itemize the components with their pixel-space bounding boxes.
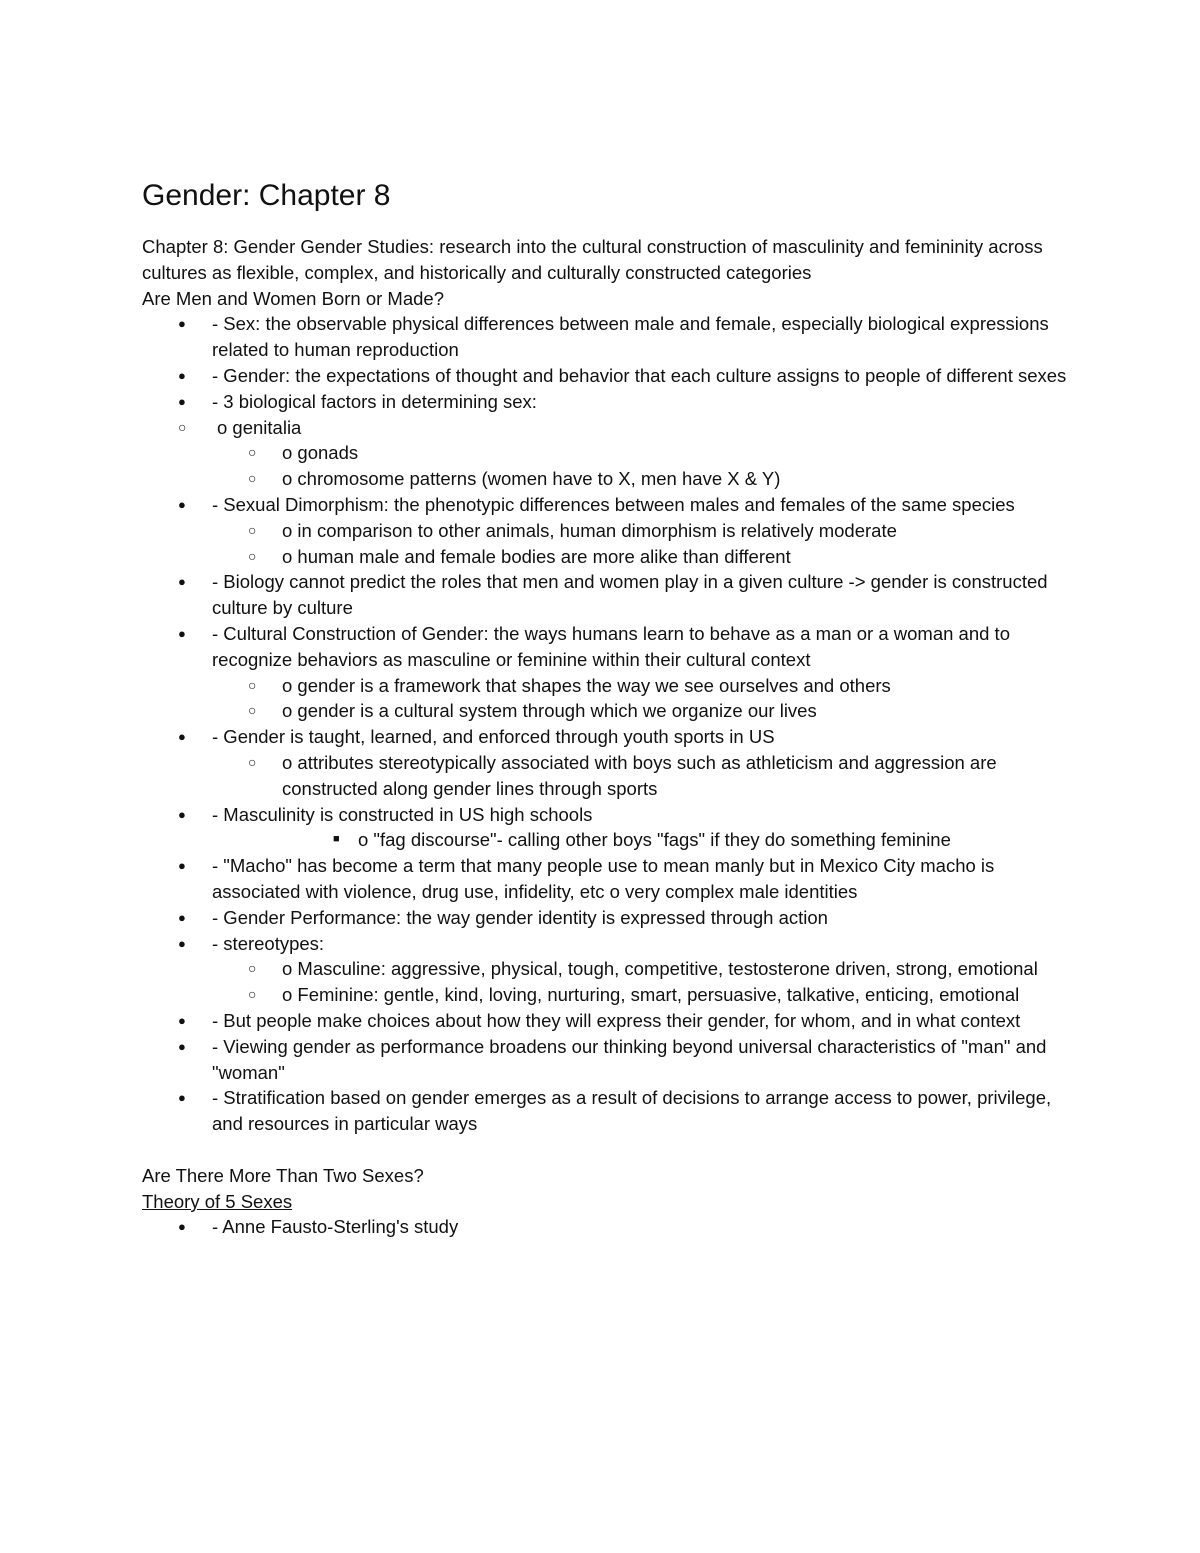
sub-list-item	[212, 518, 1072, 544]
list-item	[142, 363, 1072, 389]
sub-bullet-list	[212, 673, 1072, 725]
bullet-disc-icon: ●	[178, 625, 186, 641]
bullet-disc-icon: ●	[178, 806, 186, 822]
list-item	[142, 1034, 1072, 1086]
section-heading-born-or-made: Are Men and Women Born or Made?	[142, 287, 444, 309]
sub-list-item-text: o gonads	[282, 442, 359, 464]
sub-list-item-text: o gender is a framework that shapes the way we see ourselves and others	[282, 674, 891, 696]
list-item-text: - Stratification based on gender emerges as a result of decisions to arrange access to power, privilege, and resources in particular ways	[212, 1087, 1052, 1135]
list-item-text: - Gender: the expectations of thought and behavior that each culture assigns to people of different sexes	[212, 364, 1067, 386]
list-item-text: - Gender Performance: the way gender identity is expressed through action	[212, 906, 828, 928]
sub-sub-list-item-text: o "fag discourse"- calling other boys "fags" if they do something feminine	[358, 829, 951, 851]
sub-list-item	[212, 544, 1072, 570]
bullet-circle-icon: ○	[248, 753, 257, 770]
sub-list-item-text: o genitalia	[217, 416, 302, 438]
list-item-text: - Sex: the observable physical differences between male and female, especially biological expressions related to human reproduction	[212, 313, 1049, 361]
bullet-disc-icon: ●	[178, 1090, 186, 1106]
sub-list-item	[212, 673, 1072, 699]
list-item	[142, 1085, 1072, 1137]
sub-list-item-text: o in comparison to other animals, human dimorphism is relatively moderate	[282, 519, 897, 541]
list-item	[142, 1008, 1072, 1034]
list-item-text: - "Macho" has become a term that many people use to mean manly but in Mexico City macho is associated with violence, drug use, infidelity, etc o very complex male identities	[212, 855, 995, 902]
main-bullet-list	[142, 802, 1072, 828]
bullet-disc-icon: ●	[178, 316, 186, 332]
list-item-text: - Masculinity is constructed in US high schools	[212, 803, 593, 825]
bullet-circle-icon: ○	[248, 521, 257, 538]
sub-bullet-list	[142, 415, 1072, 441]
main-bullet-list	[142, 311, 1072, 414]
bullet-circle-icon: ○	[248, 676, 257, 693]
list-item-text: - Viewing gender as performance broadens our thinking beyond universal characteristics of "man" and "woman"	[212, 1035, 1047, 1083]
bullet-circle-icon: ○	[248, 547, 257, 564]
document-page	[142, 176, 1072, 1240]
list-item	[142, 931, 1072, 957]
bullet-disc-icon: ●	[178, 574, 186, 590]
bullet-circle-icon: ○	[248, 444, 257, 461]
bullet-disc-icon: ●	[178, 935, 186, 951]
sub-list-item	[212, 698, 1072, 724]
list-item	[142, 724, 1072, 750]
sub-list-item-text: o Feminine: gentle, kind, loving, nurturing, smart, persuasive, talkative, enticing, emotional	[282, 984, 1020, 1006]
list-item-text: - Cultural Construction of Gender: the ways humans learn to behave as a man or a woman and to recognize behaviors as masculine or feminine within their cultural context	[212, 622, 1010, 670]
paragraph-spacer	[142, 1137, 1072, 1163]
list-item	[142, 905, 1072, 931]
list-item-text: - stereotypes:	[212, 932, 325, 954]
list-item-text: - Biology cannot predict the roles that men and women play in a given culture -> gender is constructed culture by culture	[212, 571, 1048, 619]
bullet-disc-icon: ●	[178, 858, 186, 874]
bullet-disc-icon: ●	[178, 1219, 186, 1235]
sub-bullet-list	[212, 518, 1072, 570]
sub-list-item-text: o human male and female bodies are more alike than different	[282, 545, 791, 567]
list-item	[142, 621, 1072, 673]
main-bullet-list	[142, 724, 1072, 750]
list-item	[142, 311, 1072, 363]
main-bullet-list	[142, 853, 1072, 956]
sub-list-item	[212, 982, 1072, 1008]
bullet-disc-icon: ●	[178, 393, 186, 409]
section-heading-theory-of-5-sexes: Theory of 5 Sexes	[142, 1190, 293, 1212]
bullet-square-icon: ■	[333, 833, 340, 846]
list-item-text: - Sexual Dimorphism: the phenotypic differences between males and females of the same species	[212, 493, 1015, 515]
sub-bullet-list	[212, 750, 1072, 802]
bullet-circle-icon: ○	[248, 470, 257, 487]
bullet-disc-icon: ●	[178, 496, 186, 512]
list-item	[142, 492, 1072, 518]
sub-list-item-text: o attributes stereotypically associated with boys such as athleticism and aggression are constructed along gender lines through sports	[282, 751, 997, 799]
intro-paragraph: Chapter 8: Gender Gender Studies: research into the cultural construction of masculinity and femininity across cultures as flexible, complex, and historically and culturally constructed categories	[142, 236, 1043, 283]
bullet-circle-icon: ○	[178, 418, 187, 435]
sub-bullet-list	[212, 440, 1072, 492]
sub-list-item	[212, 750, 1072, 802]
sub-list-item	[212, 440, 1072, 466]
section-heading-more-than-two-sexes: Are There More Than Two Sexes?	[142, 1164, 424, 1186]
sub-sub-bullet-list	[212, 827, 1072, 853]
list-item-text: - But people make choices about how they will express their gender, for whom, and in what context	[212, 1009, 1021, 1031]
bullet-circle-icon: ○	[248, 986, 257, 1003]
list-item	[142, 569, 1072, 621]
list-item	[142, 802, 1072, 828]
bullet-disc-icon: ●	[178, 1012, 186, 1028]
sub-list-item-text: o gender is a cultural system through which we organize our lives	[282, 700, 817, 722]
bullet-disc-icon: ●	[178, 729, 186, 745]
sub-list-item-text: o Masculine: aggressive, physical, tough, competitive, testosterone driven, strong, emotional	[282, 958, 1038, 980]
main-bullet-list	[142, 1008, 1072, 1137]
sub-list-item	[212, 466, 1072, 492]
list-item	[142, 853, 1072, 905]
sub-list-item-text: o chromosome patterns (women have to X, men have X & Y)	[282, 468, 781, 490]
bullet-circle-icon: ○	[248, 702, 257, 719]
main-bullet-list	[142, 569, 1072, 672]
bullet-disc-icon: ●	[178, 367, 186, 383]
bullet-disc-icon: ●	[178, 1038, 186, 1054]
sub-list-item	[212, 956, 1072, 982]
list-item-text: - 3 biological factors in determining sex:	[212, 390, 537, 412]
bullet-disc-icon: ●	[178, 909, 186, 925]
sub-bullet-list	[212, 956, 1072, 1008]
document-title: Gender: Chapter 8	[142, 179, 391, 212]
sub-list-item	[142, 415, 1072, 441]
main-bullet-list	[142, 492, 1072, 518]
list-item	[142, 1214, 1072, 1240]
sub-sub-list-item	[212, 827, 1072, 853]
list-item	[142, 389, 1072, 415]
list-item-text: - Anne Fausto-Sterling's study	[212, 1216, 459, 1238]
bullet-circle-icon: ○	[248, 960, 257, 977]
list-item-text: - Gender is taught, learned, and enforced through youth sports in US	[212, 726, 775, 748]
main-bullet-list	[142, 1214, 1072, 1240]
